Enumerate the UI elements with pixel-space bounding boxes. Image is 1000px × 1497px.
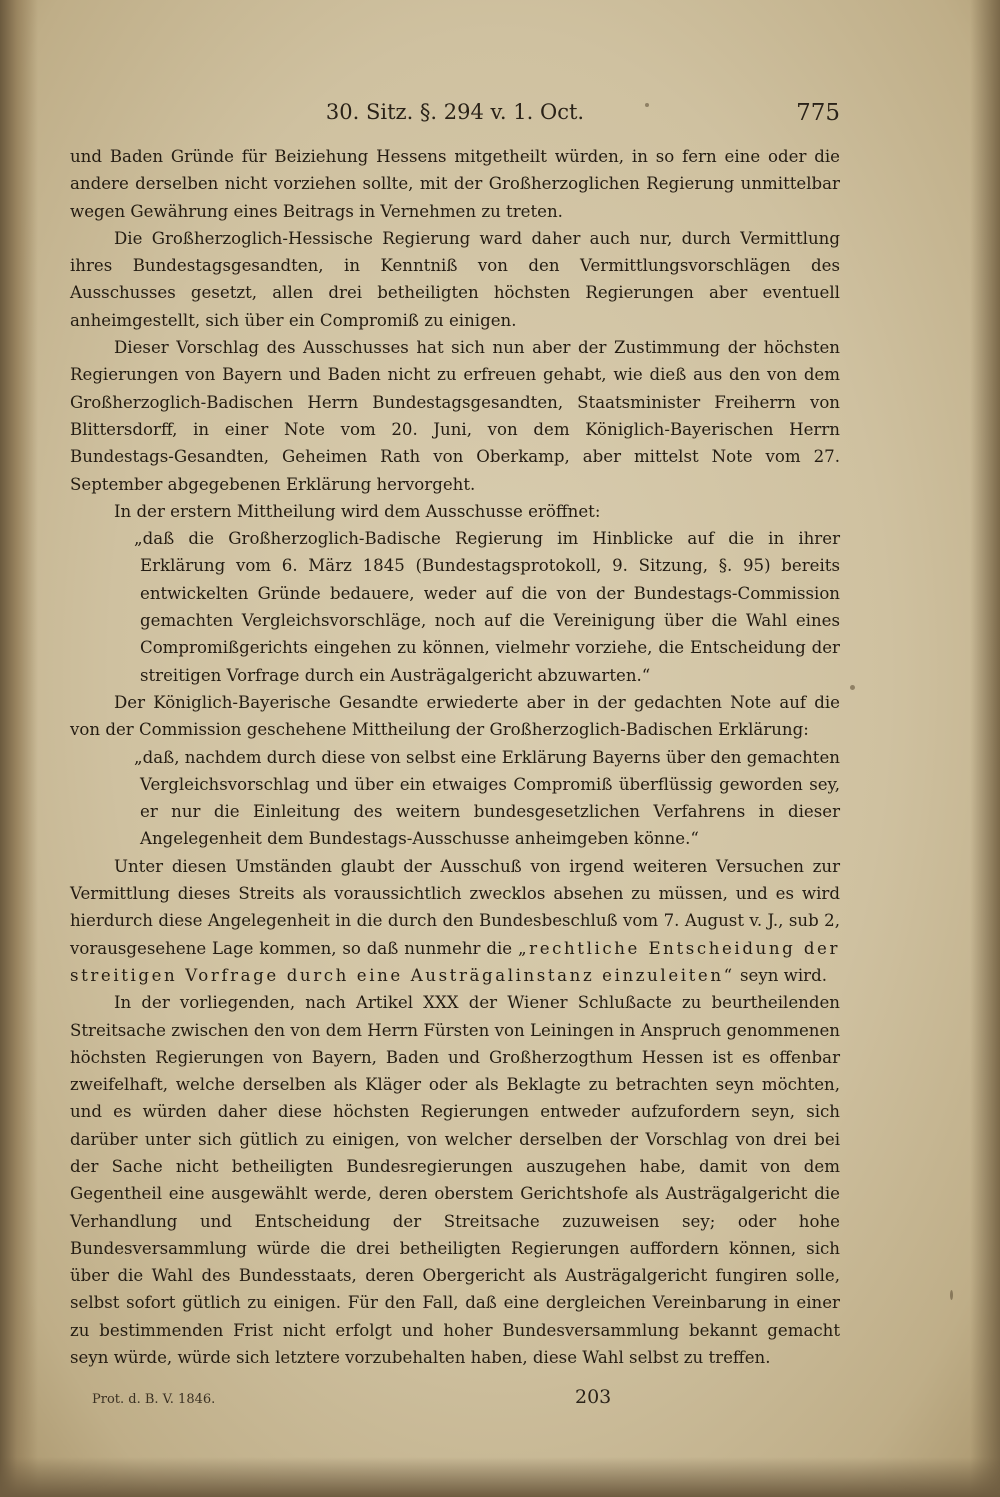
- quotation: „daß die Großherzoglich-Badische Regierung im Hinblicke auf die in ihrer Erklärung vom 6. März 1845 (Bundestagsprotokoll, 9. Sitzung, §. 95) bereits entwickelten Gründe bedauere, weder auf die von der Bundestags-Commission gemachten Vergleichsvorschläge, noch auf die Vereinigung über die Wahl eines Compromißgerichts eingehen zu können, vielmehr vorziehe, die Entscheidung der streitigen Vorfrage durch ein Austrägalgericht abzuwarten.“: [134, 529, 840, 685]
- paper-speck: [950, 1290, 953, 1300]
- signature-mark: Prot. d. B. V. 1846.: [92, 1392, 216, 1407]
- paragraph: In der vorliegenden, nach Artikel XXX der Wiener Schlußacte zu beurtheilenden Streitsache zwischen den von dem Herrn Fürsten von Leiningen in Anspruch genommenen höchsten Regierungen von Bayern, Baden und Großherzogthum Hessen ist es offenbar zweifelhaft, welche derselben als Kläger oder als Beklagte zu betrachten seyn möchten, und es würden daher diese höchsten Regierungen entweder aufzufordern seyn, sich darüber unter sich gütlich zu einigen, von welcher derselben der Vorschlag von drei bei der Sache nicht betheiligten Bundesregierungen auszugehen habe, damit von dem Gegentheil eine ausgewählt werde, deren oberstem Gerichtshofe als Austrägalgericht die Verhandlung und Entscheidung der Streitsache zuzuweisen sey; oder hohe Bundesversammlung würde die drei betheiligten Regierungen auffordern können, sich über die Wahl des Bundesstaats, deren Obergericht als Austrägalgericht fungiren solle, selbst sofort gütlich zu einigen. Für den Fall, daß eine dergleichen Vereinbarung in einer zu bestimmenden Frist nicht erfolgt und hoher Bundesversammlung bekannt gemacht seyn würde, würde sich letztere vorzubehalten haben, diese Wahl selbst zu treffen.: [70, 993, 840, 1368]
- emphasized-phrase: „rechtliche Entscheidung der streitigen Vorfrage durch eine Austrägalinstanz einzuleiten“: [70, 938, 840, 985]
- paragraph: Dieser Vorschlag des Ausschusses hat sich nun aber der Zustimmung der höchsten Regierungen von Bayern und Baden nicht zu erfreuen gehabt, wie dieß aus den von dem Großherzoglich-Badischen Herrn Bundestagsgesandten, Staatsminister Freiherrn von Blittersdorff, in einer Note vom 20. Juni, von dem Königlich-Bayerischen Herrn Bundestags-Gesandten, Geheimen Rath von Oberkamp, aber mittelst Note vom 27. September abgegebenen Erklärung hervorgeht.: [70, 338, 840, 494]
- page-edge-shadow-right: [970, 0, 1000, 1497]
- paragraph-text: seyn wird.: [734, 965, 828, 985]
- paper-speck: [850, 685, 855, 690]
- paragraph: Der Königlich-Bayerische Gesandte erwiederte aber in der gedachten Note auf die von der Commission geschehene Mittheilung der Großherzoglich-Badischen Erklärung:: [70, 692, 840, 740]
- paragraph: und Baden Gründe für Beiziehung Hessens mitgetheilt würden, in so fern eine oder die andere derselben nicht vorziehen sollte, mit der Großherzoglichen Regierung unmittelbar wegen Gewährung eines Beitrags in Vernehmen zu treten.: [70, 147, 840, 221]
- sheet-number: 203: [575, 1386, 612, 1408]
- paragraph: Die Großherzoglich-Hessische Regierung ward daher auch nur, durch Vermittlung ihres Bundestagsgesandten, in Kenntniß von den Vermittlungsvorschlägen des Ausschusses gesetzt, allen drei betheiligten höchsten Regierungen aber eventuell anheimgestellt, sich über ein Compromiß zu einigen.: [70, 228, 840, 330]
- page-header: [70, 100, 840, 130]
- paragraph: [70, 853, 840, 989]
- page-edge-shadow-bottom: [0, 1457, 1000, 1497]
- paragraph: In der erstern Mittheilung wird dem Ausschusse eröffnet:: [114, 501, 601, 521]
- page-footer: [70, 1386, 840, 1416]
- paper-speck: [645, 103, 649, 107]
- body-text: [70, 143, 840, 1371]
- page-edge-shadow-left: [0, 0, 38, 1497]
- page-number: 775: [796, 100, 840, 126]
- quotation: „daß, nachdem durch diese von selbst eine Erklärung Bayerns über den gemachten Vergleichsvorschlag und über ein etwaiges Compromiß überflüssig geworden sey, er nur die Einleitung des weitern bundesgesetzlichen Verfahrens in dieser Angelegenheit dem Bundestags-Ausschusse anheimgeben könne.“: [134, 747, 840, 849]
- running-head: 30. Sitz. §. 294 v. 1. Oct.: [325, 100, 585, 124]
- paragraph-text: Unter diesen Umständen glaubt der Ausschuß von irgend weiteren Versuchen zur Vermittlung dieses Streits als voraussichtlich zwecklos absehen zu müssen, und es wird hierdurch diese Angelegenheit in die durch den Bundesbeschluß vom 7. August v. J., sub 2, vorausgesehene Lage kommen, so daß nunmehr die: [70, 856, 840, 958]
